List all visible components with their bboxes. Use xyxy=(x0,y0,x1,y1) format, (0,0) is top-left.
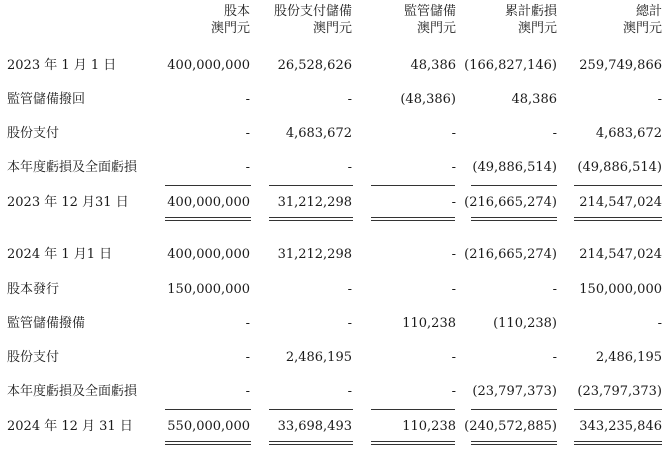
total-double-rule xyxy=(269,220,353,221)
subtotal-rule xyxy=(574,409,662,410)
cell-share-payment-reserve: 31,212,298 xyxy=(277,247,352,262)
cell-total: (23,797,373) xyxy=(577,384,662,399)
header-regulatory-reserve-title: 監管儲備 xyxy=(403,4,456,19)
row-label: 本年度虧損及全面虧損 xyxy=(7,384,138,399)
cell-accumulated-losses: (23,797,373) xyxy=(472,384,557,399)
header-total-unit: 澳門元 xyxy=(622,21,662,36)
header-share-payment-reserve-title: 股份支付儲備 xyxy=(273,4,352,19)
row-label: 本年度虧損及全面虧損 xyxy=(7,160,138,175)
subtotal-rule xyxy=(471,409,557,410)
total-double-rule xyxy=(471,220,557,221)
cell-total: 214,547,024 xyxy=(579,195,662,210)
header-share-capital-title: 股本 xyxy=(223,4,250,19)
cell-accumulated-losses: - xyxy=(552,350,557,365)
row-label: 2023 年 1 月 1 日 xyxy=(7,58,117,73)
cell-share-payment-reserve: 4,683,672 xyxy=(285,126,352,141)
subtotal-rule xyxy=(574,185,662,186)
header-accumulated-losses-title: 累計虧損 xyxy=(504,4,557,19)
row-label: 2023 年 12 月31 日 xyxy=(7,195,129,210)
cell-share-capital: - xyxy=(245,160,250,175)
table-row xyxy=(0,157,670,179)
total-double-rule xyxy=(371,217,455,218)
cell-share-payment-reserve: - xyxy=(347,160,352,175)
total-double-rule xyxy=(165,220,251,221)
cell-accumulated-losses: - xyxy=(552,282,557,297)
cell-share-capital: - xyxy=(245,92,250,107)
table-row xyxy=(0,279,670,301)
cell-share-capital: 150,000,000 xyxy=(167,282,250,297)
row-label: 監管儲備撥備 xyxy=(7,316,86,331)
header-share-capital xyxy=(140,3,250,37)
cell-share-payment-reserve: 26,528,626 xyxy=(277,58,352,73)
cell-total: 343,235,846 xyxy=(579,419,662,434)
cell-share-capital: - xyxy=(245,126,250,141)
cell-accumulated-losses: 48,386 xyxy=(511,92,557,107)
total-double-rule xyxy=(371,441,455,442)
table-row xyxy=(0,55,670,77)
cell-regulatory-reserve: 110,238 xyxy=(402,419,456,434)
total-double-rule xyxy=(165,444,251,445)
total-double-rule xyxy=(269,444,353,445)
cell-share-capital: - xyxy=(245,350,250,365)
subtotal-rule xyxy=(269,185,353,186)
subtotal-rule xyxy=(165,409,251,410)
cell-share-capital: 400,000,000 xyxy=(167,58,250,73)
row-label: 監管儲備撥回 xyxy=(7,92,86,107)
cell-regulatory-reserve: 48,386 xyxy=(410,58,456,73)
header-share-payment-reserve-unit: 澳門元 xyxy=(312,21,352,36)
total-double-rule xyxy=(574,217,662,218)
table-row xyxy=(0,89,670,111)
table-row xyxy=(0,244,670,266)
total-double-rule xyxy=(269,441,353,442)
cell-share-payment-reserve: - xyxy=(347,282,352,297)
total-double-rule xyxy=(471,444,557,445)
header-share-capital-unit: 澳門元 xyxy=(210,21,250,36)
subtotal-rule xyxy=(471,185,557,186)
total-double-rule xyxy=(574,444,662,445)
table-row xyxy=(0,381,670,403)
cell-total: 2,486,195 xyxy=(595,350,662,365)
cell-total: 259,749,866 xyxy=(579,58,662,73)
cell-total: - xyxy=(657,92,662,107)
row-label: 股本發行 xyxy=(7,282,60,297)
cell-accumulated-losses: (216,665,274) xyxy=(464,195,557,210)
cell-regulatory-reserve: - xyxy=(451,126,456,141)
cell-accumulated-losses: (240,572,885) xyxy=(464,419,557,434)
header-total xyxy=(566,3,662,37)
header-regulatory-reserve-unit: 澳門元 xyxy=(416,21,456,36)
cell-accumulated-losses: (166,827,146) xyxy=(464,58,557,73)
cell-share-payment-reserve: - xyxy=(347,92,352,107)
cell-share-payment-reserve: - xyxy=(347,316,352,331)
table-row xyxy=(0,347,670,369)
cell-regulatory-reserve: 110,238 xyxy=(402,316,456,331)
cell-regulatory-reserve: - xyxy=(451,195,456,210)
row-label: 股份支付 xyxy=(7,350,60,365)
cell-regulatory-reserve: - xyxy=(451,160,456,175)
table-row xyxy=(0,313,670,335)
cell-share-payment-reserve: - xyxy=(347,384,352,399)
header-accumulated-losses xyxy=(463,3,557,37)
table-row xyxy=(0,416,670,438)
total-double-rule xyxy=(371,220,455,221)
row-label: 2024 年 12 月 31 日 xyxy=(7,419,133,434)
subtotal-rule xyxy=(371,185,455,186)
header-total-title: 總計 xyxy=(635,4,662,19)
table-row xyxy=(0,123,670,145)
cell-regulatory-reserve: - xyxy=(451,247,456,262)
cell-share-capital: 400,000,000 xyxy=(167,195,250,210)
subtotal-rule xyxy=(165,185,251,186)
cell-regulatory-reserve: - xyxy=(451,350,456,365)
cell-share-capital: - xyxy=(245,316,250,331)
cell-regulatory-reserve: (48,386) xyxy=(400,92,456,107)
cell-total: 214,547,024 xyxy=(579,247,662,262)
cell-total: 150,000,000 xyxy=(579,282,662,297)
total-double-rule xyxy=(269,217,353,218)
header-regulatory-reserve xyxy=(366,3,456,37)
cell-share-capital: 400,000,000 xyxy=(167,247,250,262)
cell-share-payment-reserve: 2,486,195 xyxy=(285,350,352,365)
cell-accumulated-losses: (216,665,274) xyxy=(464,247,557,262)
cell-accumulated-losses: (110,238) xyxy=(493,316,557,331)
cell-regulatory-reserve: - xyxy=(451,282,456,297)
cell-total: 4,683,672 xyxy=(595,126,662,141)
cell-accumulated-losses: - xyxy=(552,126,557,141)
cell-total: - xyxy=(657,316,662,331)
total-double-rule xyxy=(471,217,557,218)
cell-share-capital: 550,000,000 xyxy=(167,419,250,434)
total-double-rule xyxy=(574,441,662,442)
total-double-rule xyxy=(471,441,557,442)
subtotal-rule xyxy=(269,409,353,410)
cell-share-payment-reserve: 31,212,298 xyxy=(277,195,352,210)
total-double-rule xyxy=(574,220,662,221)
table-row xyxy=(0,192,670,214)
cell-regulatory-reserve: - xyxy=(451,384,456,399)
row-label: 2024 年 1 月1 日 xyxy=(7,247,113,262)
total-double-rule xyxy=(165,217,251,218)
cell-share-capital: - xyxy=(245,384,250,399)
row-label: 股份支付 xyxy=(7,126,60,141)
cell-accumulated-losses: (49,886,514) xyxy=(472,160,557,175)
total-double-rule xyxy=(165,441,251,442)
total-double-rule xyxy=(371,444,455,445)
header-accumulated-losses-unit: 澳門元 xyxy=(517,21,557,36)
cell-total: (49,886,514) xyxy=(577,160,662,175)
header-share-payment-reserve xyxy=(258,3,352,37)
cell-share-payment-reserve: 33,698,493 xyxy=(277,419,352,434)
subtotal-rule xyxy=(371,409,455,410)
